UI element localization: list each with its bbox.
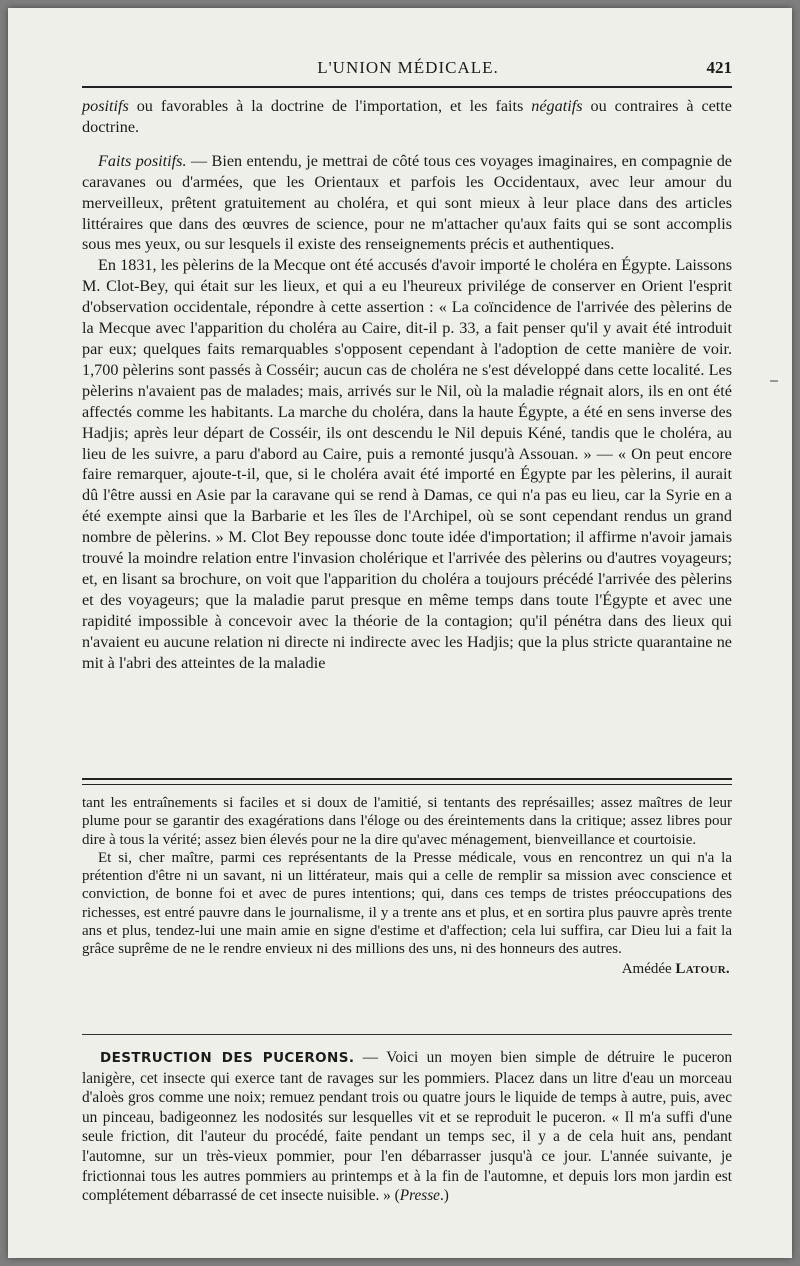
feuilleton-divider <box>82 778 732 785</box>
paragraph-text: — Voici un moyen bien simple de détruire le puceron lanigère, cet insecte qui exerce tant de ravages sur les pommiers. Placez dans un litre d'eau un morceau d'aloès gros comme une noix; remuez pendant trois ou quatre jours le liquide de temps à autre, puis, avec un pinceau, badigeonnez les nodosités sur lesquelles vit et se reproduit le puceron. « Il m'a suffi d'une seule friction, dit l'auteur du procédé, faite pendant un temps sec, il y a de cela huit ans, pendant l'automne, sur un très-vieux pommier, pour l'en débarrasser jusqu'à ce jour. L'année suivante, je frictionnai tous les autres pommiers au printemps et à la fin de l'automne, et depuis lors mon jardin est complétement débarrassé de cet insecte nuisible. » ( <box>82 1049 732 1205</box>
pucerons-title: DESTRUCTION DES PUCERONS. <box>100 1050 355 1066</box>
header-rule <box>82 86 732 88</box>
italic-term-positifs: positifs <box>82 97 129 115</box>
paragraph-faits-positifs <box>82 151 732 256</box>
miscellany-section <box>82 1048 732 1206</box>
signature <box>82 960 732 978</box>
running-title: L'UNION MÉDICALE. <box>317 58 499 77</box>
italic-term-negatifs: négatifs <box>531 97 583 115</box>
signature-last-name: Latour. <box>675 960 730 977</box>
main-article <box>82 96 732 673</box>
section-divider <box>82 1034 732 1035</box>
source-citation: Presse <box>399 1187 440 1205</box>
margin-mark <box>770 380 778 382</box>
feuilleton-paragraph: Et si, cher maître, parmi ces représentants de la Presse médicale, vous en rencontrez un qui n'a la prétention d'être ni un savant, ni un littérateur, mais qui a celle de remplir sa mission avec conscience et conviction, de bonne foi et avec de pures intentions; qui, dans ces temps de tristes préoccupations des richesses, est entré pauvre dans le journalisme, il y a trente ans et plus, et en sortira plus pauvre après trente ans et plus, tendez-lui une main amie en signe d'estime et d'affection; cela lui suffira, car Dieu lui a fait la grâce suprême de ne le rendre envieux ni des millions des uns, ni des honneurs des autres. <box>82 849 732 958</box>
pucerons-paragraph <box>82 1048 732 1206</box>
paragraph-text: ou contraires à cette doctrine. <box>82 97 732 136</box>
feuilleton-paragraph: tant les entraînements si faciles et si doux de l'amitié, si tentants des représailles; assez maîtres de leur plume pour se garantir des exagérations dans l'éloge ou des éreintements dans la critique; assez libres pour dire à tous la vérité; assez bien élevés pour ne la dire qu'avec ménagement, bienveillance et courtoisie. <box>82 795 732 848</box>
signature-first-name: Amédée <box>621 960 676 977</box>
paragraph-1831 <box>82 255 732 673</box>
paragraph-text: En 1831, les pèlerins de la Mecque ont été accusés d'avoir importé le choléra en Égypte. Laissons M. Clot-Bey, qui était sur les lieux, et qui a eu l'heureux privilége de conserver en Orient l'esprit d'observation occidentale, répondre à cette assertion : « La coïncidence de l'arrivée des pèlerins de la Mecque avec l'apparition du choléra au Caire, dit-il p. 33, a fait penser qu'il y avait été introduit par eux; quelques faits remarquables s'opposent cependant à l'adoption de cette manière de voir. 1,700 pèlerins sont passés à Cosséir; aucun cas de choléra ne s'est développé dans cette localité. Les pèlerins n'avaient pas de malades; mais, arrivés sur le Nil, où la maladie régnait alors, ils en ont été affectés comme les habitants. La marche du choléra, dans la haute Égypte, a été en sens inverse des Hadjis; après leur départ de Cosséir, ils ont descendu le Nil depuis Kéné, tandis que le choléra, au lieu de les suivre, a paru d'abord au Caire, puis a remonté jusqu'à Assouan. » — « On peut encore faire remarquer, ajoute-t-il, que, si le choléra avait été importé en Égypte par les pèlerins, il aurait dû l'être aussi en Asie par la caravane qui se rend à Damas, ce qui n'a pas eu lieu, car la Syrie en a été exempte ainsi que la Barbarie et les îles de l'Archipel, où se sont cependant rendus un grand nombre de pèlerins. » M. Clot Bey repousse donc toute idée d'importation; il affirme n'avoir jamais trouvé la moindre relation entre l'invasion cholérique et l'arrivée des pèlerins ou d'autres voyageurs; et, en lisant sa brochure, on voit que l'apparition du choléra a toujours précédé l'arrivée des pèlerins et des voyageurs; que la maladie parut presque en même temps dans toute l'Égypte et avec une rapidité impossible à concevoir avec la théorie de la contagion; qu'il pénétra dans des lieux qui n'avaient eu aucune relation ni directe ni indirecte avec les Hadjis; que la plus stricte quarantaine ne mit à l'abri des atteintes de la maladie <box>82 256 732 672</box>
feuilleton-section <box>82 794 732 978</box>
paragraph-text: ou favorables à la doctrine de l'importation, et les faits <box>128 97 532 115</box>
spacer <box>82 138 732 151</box>
paragraph-intro <box>82 96 732 138</box>
section-heading: Faits positifs. <box>98 151 187 170</box>
page-number: 421 <box>706 58 732 77</box>
newspaper-page <box>8 8 792 1258</box>
citation-close: .) <box>439 1187 449 1205</box>
page-header <box>82 54 734 82</box>
paragraph-text: — Bien entendu, je mettrai de côté tous ces voyages imaginaires, en compagnie de caravanes ou d'armées, que les Orientaux et parfois les Occidentaux, avec leur amour du merveilleux, prêtent gratuitement au choléra, et qui sont mieux à leur place dans des articles littéraires que dans des œuvres de science, pour ne m'attacher qu'aux faits qui se sont accomplis sous mes yeux, ou sur lesquels il existe des renseignements précis et authentiques. <box>82 151 732 254</box>
